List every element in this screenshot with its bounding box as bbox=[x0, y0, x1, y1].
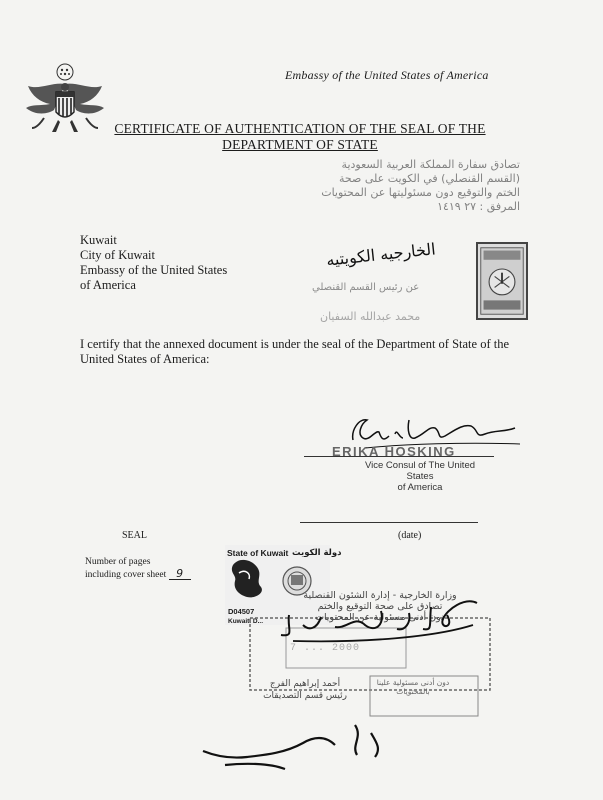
consular-officer-name: محمد عبدالله السفيان bbox=[320, 310, 421, 323]
ministry-officer-title: رئيس قسم التصديقات bbox=[263, 691, 347, 701]
ministry-disclaimer: دون أدنى مسئولية علينا بالمحتويات bbox=[376, 678, 450, 696]
pages-label-line1: Number of pages bbox=[85, 557, 151, 567]
consular-section-label: عن رئيس القسم القنصلي bbox=[312, 282, 420, 293]
saudi-stamp-line2: (القسم القنصلي) في الكويت على صحة bbox=[339, 172, 520, 185]
ministry-stamp-date: 7 ... 2000 bbox=[290, 643, 361, 654]
ministry-officer-name: أحمد إبراهيم الفرج bbox=[269, 679, 341, 689]
revenue-stamp-icon bbox=[476, 242, 528, 320]
ministry-stamp-line2: تصادق على صحة التوقيع والختم bbox=[317, 601, 443, 612]
saudi-stamp-line4: المرفق : ٢٧ ١٤١٩ bbox=[437, 200, 520, 213]
address-line4: of America bbox=[80, 278, 136, 292]
date-label: (date) bbox=[398, 530, 422, 541]
certificate-title bbox=[90, 121, 510, 153]
signature-line bbox=[304, 456, 494, 457]
vice-consul-title-line2: of America bbox=[397, 482, 443, 493]
sticker-number: D04507 bbox=[228, 607, 255, 616]
pages-label-line2 bbox=[85, 568, 191, 581]
saudi-stamp-line1: تصادق سفارة المملكة العربية السعودية bbox=[341, 158, 520, 171]
address-line1: Kuwait bbox=[80, 233, 117, 247]
ministry-stamp-line1: وزارة الخارجية - إدارة الشئون القنصلية bbox=[303, 590, 457, 601]
vice-consul-title bbox=[360, 460, 480, 493]
seal-label: SEAL bbox=[122, 530, 147, 541]
sticker-footer: Kuwaiti D... bbox=[228, 618, 264, 625]
page-count-block bbox=[85, 557, 191, 581]
vice-consul-name: ERIKA HOSKING bbox=[332, 444, 456, 459]
ministry-officer bbox=[250, 678, 360, 702]
ministry-stamp-text bbox=[280, 590, 480, 623]
certificate-title-line1: CERTIFICATE OF AUTHENTICATION OF THE SEAL OF THE bbox=[114, 121, 486, 136]
vice-consul-title-line1: Vice Consul of The United States bbox=[364, 460, 476, 482]
arabic-handwritten-note: الخارجيه الكويتيه bbox=[325, 239, 437, 270]
address-line2: City of Kuwait bbox=[80, 248, 155, 262]
saudi-stamp-line3: الختم والتوقيع دون مسئوليتها عن المحتويات bbox=[321, 186, 520, 199]
embassy-heading: Embassy of the United States of America bbox=[285, 68, 489, 82]
address-line3: Embassy of the United States bbox=[80, 263, 228, 277]
date-line bbox=[300, 522, 478, 523]
address-block bbox=[80, 233, 227, 293]
sticker-title: State of Kuwait bbox=[227, 548, 289, 558]
certification-text: I certify that the annexed document is under the seal of the Department of State of the United States of America: bbox=[80, 337, 510, 366]
certificate-title-line2: DEPARTMENT OF STATE bbox=[222, 137, 378, 152]
pages-value: 9 bbox=[169, 568, 191, 580]
pages-label: including cover sheet bbox=[85, 570, 167, 580]
ministry-stamp-line3: دون أدنى مسئولية عن المحتويات bbox=[315, 612, 445, 623]
saudi-embassy-stamp bbox=[300, 158, 520, 214]
sticker-title-arabic: دولة الكويت bbox=[292, 548, 342, 558]
